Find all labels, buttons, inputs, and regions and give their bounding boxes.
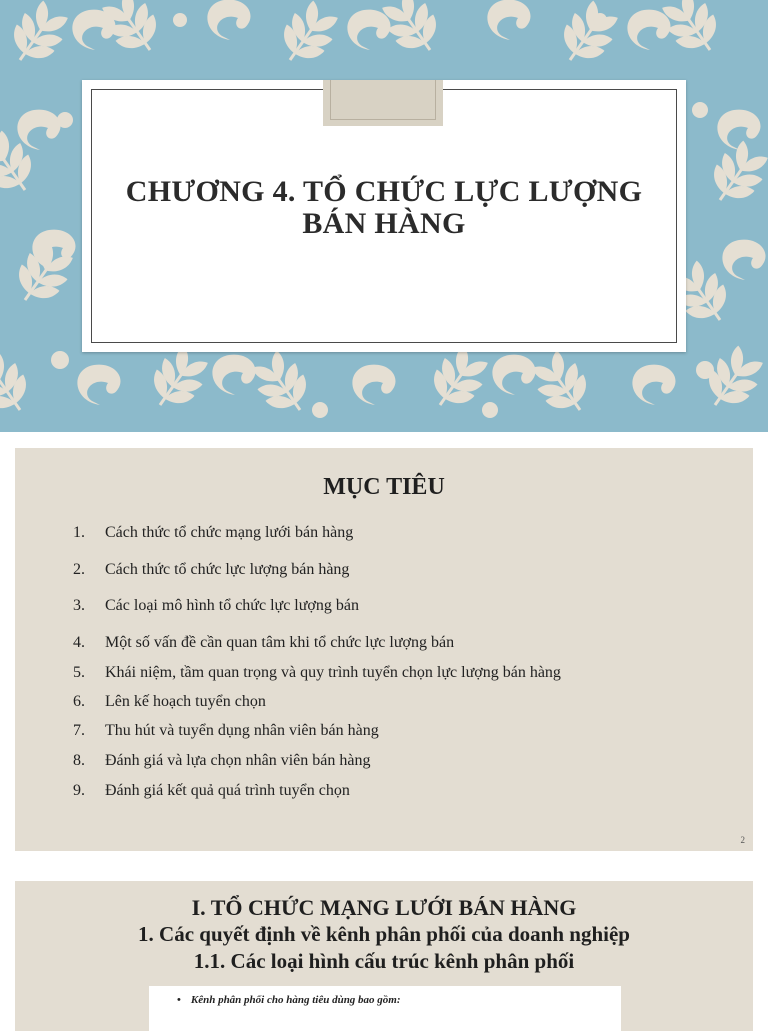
list-item: [73, 782, 350, 800]
list-item-text: Một số vấn đề cần quan tâm khi tổ chức lực lượng bán: [105, 634, 455, 651]
list-item: [73, 722, 379, 740]
list-item-number: 5.: [73, 664, 85, 681]
list-item-text: Cách thức tổ chức mạng lưới bán hàng: [105, 524, 354, 541]
bullet-icon: •: [177, 994, 181, 1006]
list-item-number: 7.: [73, 722, 85, 739]
title-card: [82, 80, 686, 352]
pattern-row-1: [0, 0, 732, 75]
list-item-text: Lên kế hoạch tuyển chọn: [105, 693, 266, 710]
list-item-number: 8.: [73, 752, 85, 769]
bullet-text: Kênh phân phối cho hàng tiêu dùng bao gồm:: [190, 994, 401, 1006]
list-item-number: 2.: [73, 561, 85, 578]
subsection-title: 1. Các quyết định về kênh phân phối của doanh nghiệp: [138, 922, 630, 946]
list-item-text: Các loại mô hình tổ chức lực lượng bán: [105, 597, 359, 614]
objectives-slide: [15, 448, 753, 851]
slide-title-line-1: CHƯƠNG 4. TỔ CHỨC LỰC LƯỢNG: [125, 175, 643, 208]
title-tab-inner: [330, 80, 436, 120]
list-item: [73, 634, 454, 652]
subsubsection-title: 1.1. Các loại hình cấu trúc kênh phân phối: [193, 949, 575, 973]
list-item: [73, 524, 353, 542]
objectives-heading: MỤC TIÊU: [323, 474, 445, 500]
slide-title: [102, 176, 666, 240]
list-item-text: Đánh giá kết quả quá trình tuyển chọn: [105, 782, 350, 799]
title-slide: [0, 0, 768, 432]
distribution-slide: [15, 881, 753, 1031]
list-item: [73, 752, 370, 770]
list-item-number: 1.: [73, 524, 85, 541]
list-item-text: Khái niệm, tầm quan trọng và quy trình tuyển chọn lực lượng bán hàng: [105, 664, 561, 681]
list-item-text: Đánh giá và lựa chọn nhân viên bán hàng: [105, 752, 371, 769]
list-item-text: Cách thức tổ chức lực lượng bán hàng: [105, 561, 350, 578]
section-title: I. TỔ CHỨC MẠNG LƯỚI BÁN HÀNG: [191, 895, 577, 920]
list-item-number: 9.: [73, 782, 85, 799]
list-item: [73, 597, 359, 615]
list-item: [73, 561, 349, 579]
list-item-number: 4.: [73, 634, 85, 651]
bullet-item: [177, 994, 401, 1006]
list-item: [73, 693, 266, 711]
list-item: [73, 664, 561, 682]
list-item-number: 3.: [73, 597, 85, 614]
embedded-document: [149, 986, 621, 1031]
title-tab-decoration: [323, 80, 443, 126]
list-item-text: Thu hút và tuyển dụng nhân viên bán hàng: [105, 722, 379, 739]
page-number: 2: [740, 835, 745, 845]
list-item-number: 6.: [73, 693, 85, 710]
slide-title-line-2: BÁN HÀNG: [302, 207, 466, 240]
